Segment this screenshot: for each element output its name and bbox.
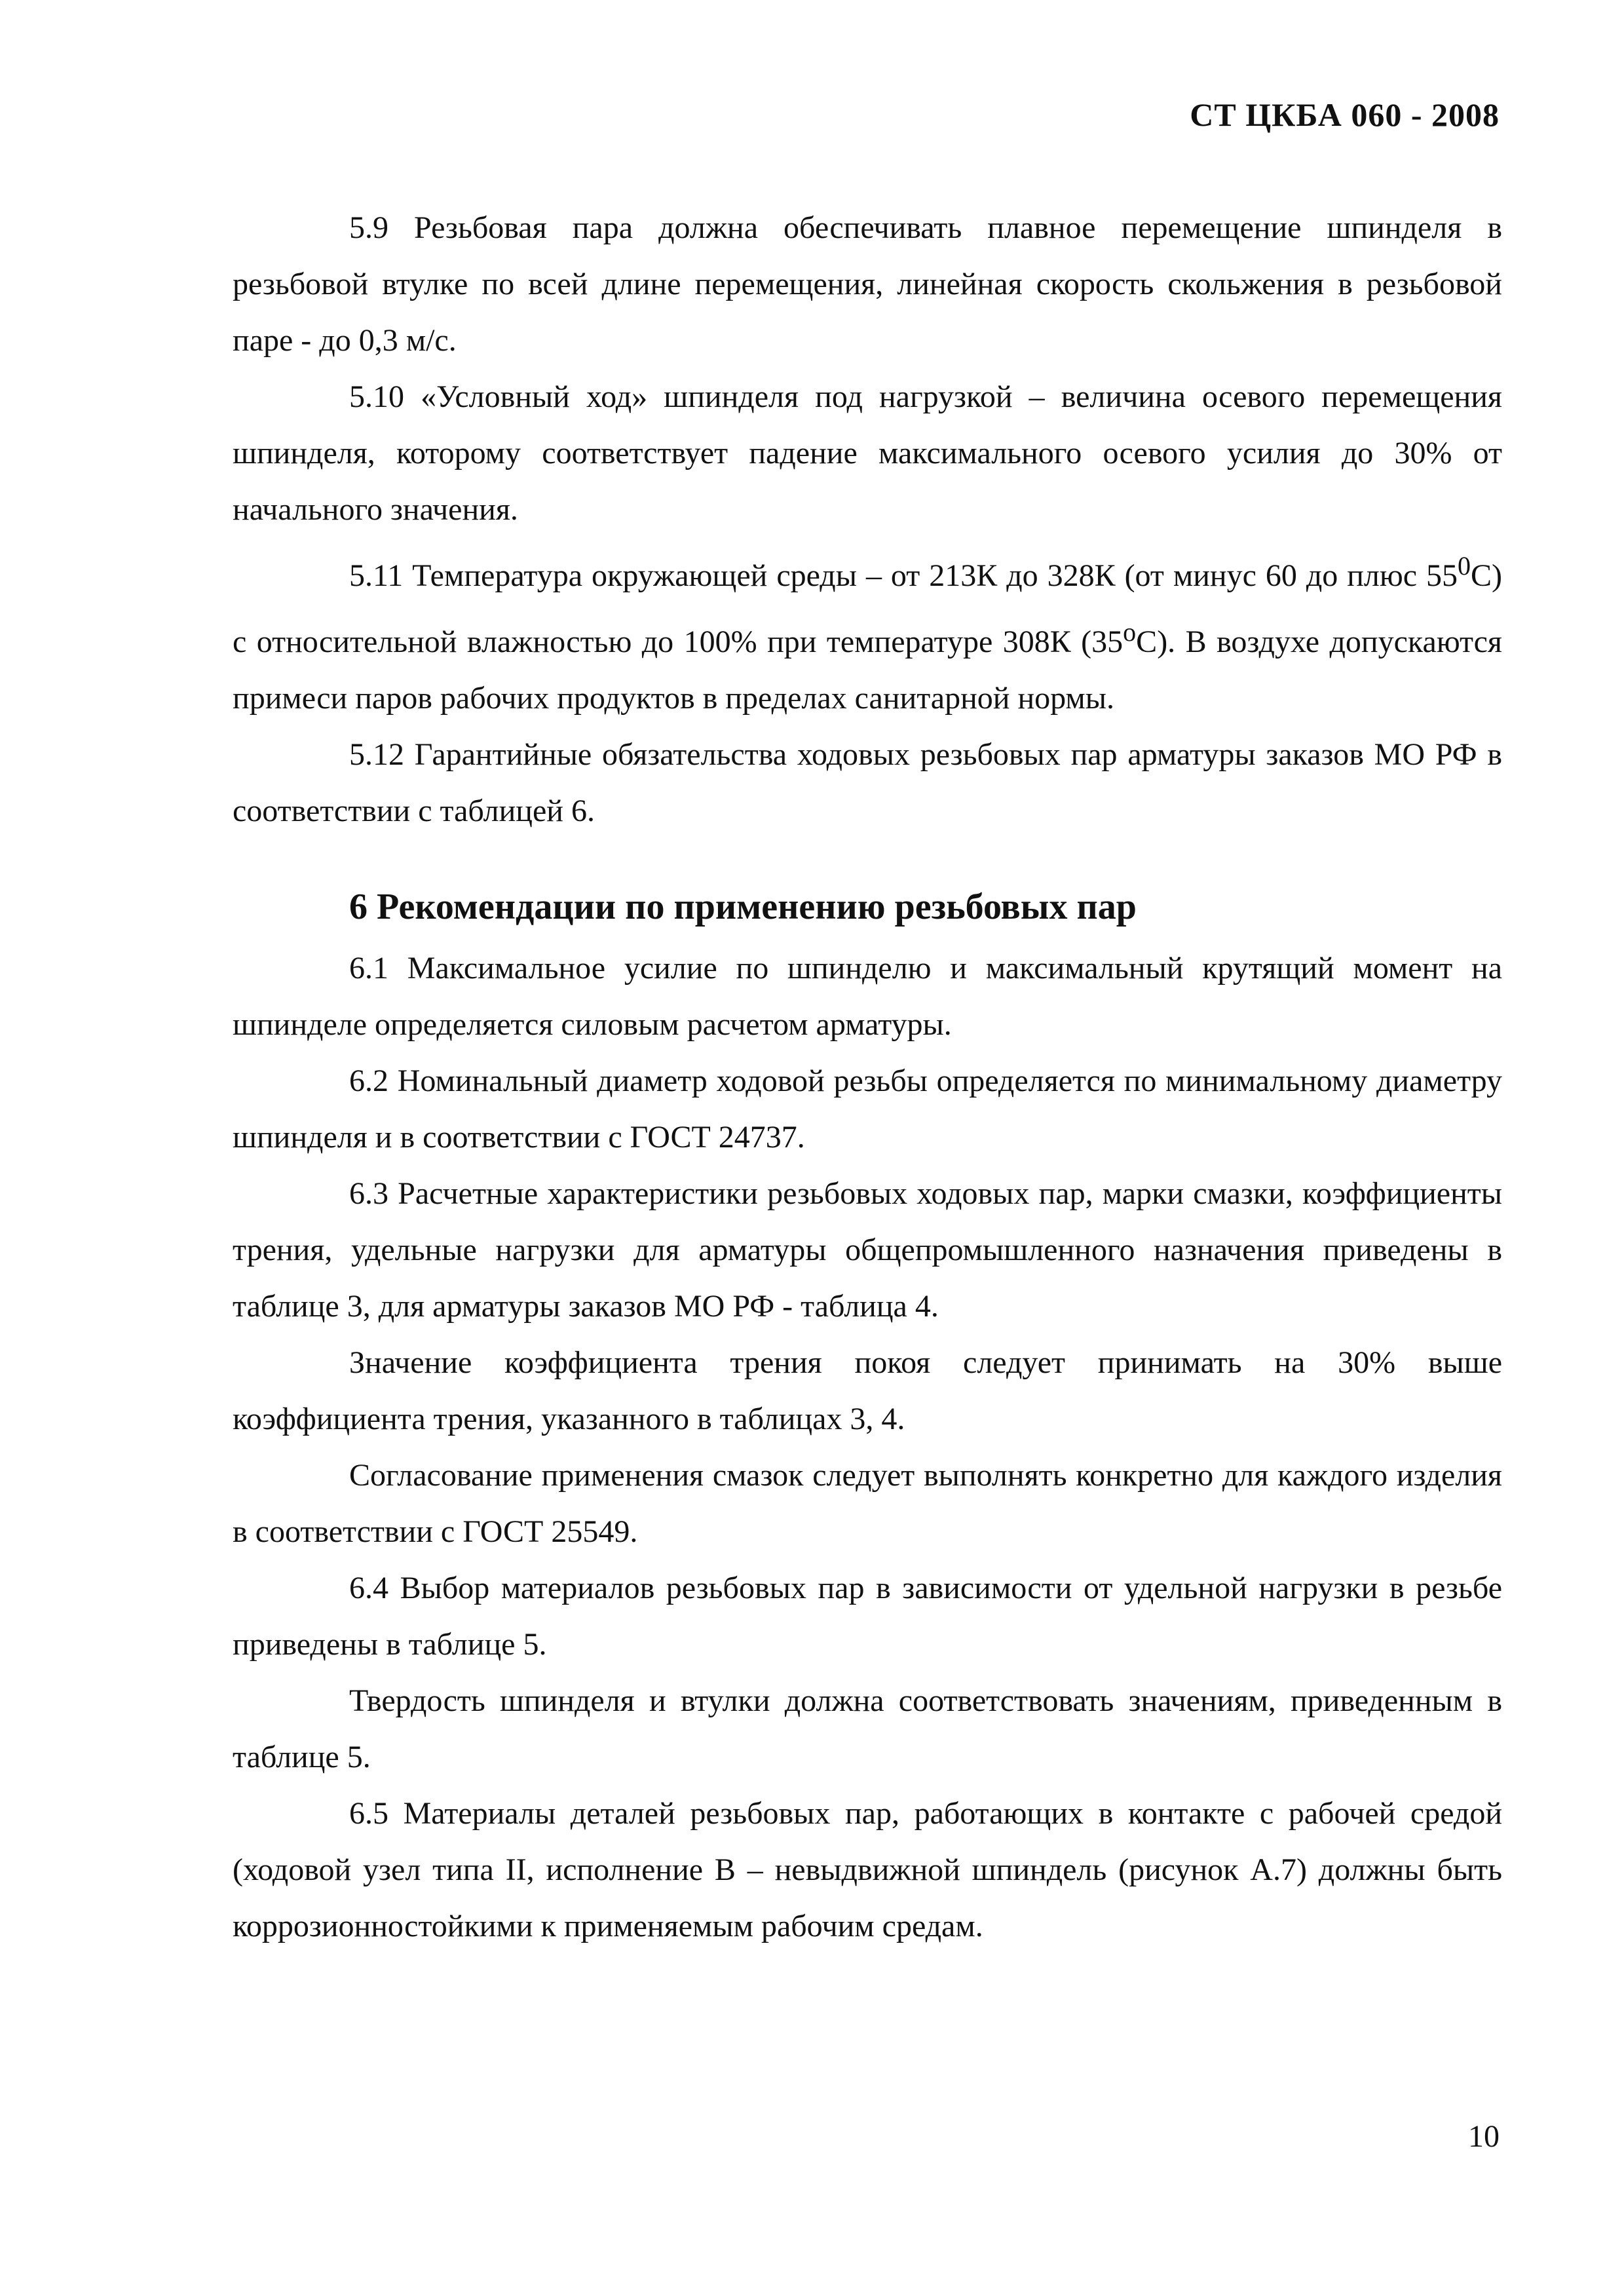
paragraph-6-5: 6.5 Материалы деталей резьбовых пар, работающих в контакте с рабочей средой (ходовой узел типа II, исполнение В – невыдвижной шпиндель (рисунок А.7) должны быть коррозионностойкими к применяемым рабочим средам. — [233, 1796, 1502, 1943]
page-number: 10 — [1468, 2119, 1500, 2154]
paragraph-5-10: 5.10 «Условный ход» шпинделя под нагрузкой – величина осевого перемещения шпинделя, которому соответствует падение максимального осевого усилия до 30% от начального значения. — [233, 379, 1502, 527]
paragraph-6-4: 6.4 Выбор материалов резьбовых пар в зависимости от удельной нагрузки в резьбе приведены в таблице 5. — [233, 1571, 1502, 1662]
document-code-header: СТ ЦКБА 060 - 2008 — [1190, 96, 1500, 133]
paragraph-6-2: 6.2 Номинальный диаметр ходовой резьбы определяется по минимальному диаметру шпинделя и в соответствии с ГОСТ 24737. — [233, 1063, 1502, 1155]
paragraph-5-11 — [233, 538, 1502, 727]
paragraph-5-11-text-2: С) с относительной влажностью до 100% при температуре 308К (35 — [233, 558, 1502, 659]
paragraph-5-11-text-3: С). В воздухе допускаются примеси паров рабочих продуктов в пределах санитарной нормы. — [233, 624, 1502, 716]
section-6-heading: 6 Рекомендации по применению резьбовых пар — [349, 887, 1137, 927]
paragraph-friction-coefficient: Значение коэффициента трения покоя следует принимать на 30% выше коэффициента трения, указанного в таблицах 3, 4. — [233, 1345, 1502, 1436]
superscript-degree-2: о — [1123, 617, 1137, 647]
paragraph-5-11-text-1: 5.11 Температура окружающей среды – от 213К до 328К (от минус 60 до плюс 55 — [349, 558, 1458, 593]
paragraph-5-9: 5.9 Резьбовая пара должна обеспечивать плавное перемещение шпинделя в резьбовой втулке по всей длине перемещения, линейная скорость скольжения в резьбовой паре - до 0,3 м/с. — [233, 210, 1502, 358]
superscript-degree-1: 0 — [1458, 551, 1471, 581]
paragraph-6-3: 6.3 Расчетные характеристики резьбовых ходовых пар, марки смазки, коэффициенты трения, удельные нагрузки для арматуры общепромышленного назначения приведены в таблице 3, для арматуры заказов МО РФ - таблица 4. — [233, 1176, 1502, 1324]
paragraph-hardness: Твердость шпинделя и втулки должна соответствовать значениям, приведенным в таблице 5. — [233, 1683, 1502, 1774]
paragraph-lubricant-approval: Согласование применения смазок следует выполнять конкретно для каждого изделия в соответствии с ГОСТ 25549. — [233, 1458, 1502, 1549]
document-body — [233, 200, 1502, 1955]
paragraph-5-12: 5.12 Гарантийные обязательства ходовых резьбовых пар арматуры заказов МО РФ в соответствии с таблицей 6. — [233, 737, 1502, 828]
paragraph-6-1: 6.1 Максимальное усилие по шпинделю и максимальный крутящий момент на шпинделе определяется силовым расчетом арматуры. — [233, 951, 1502, 1042]
